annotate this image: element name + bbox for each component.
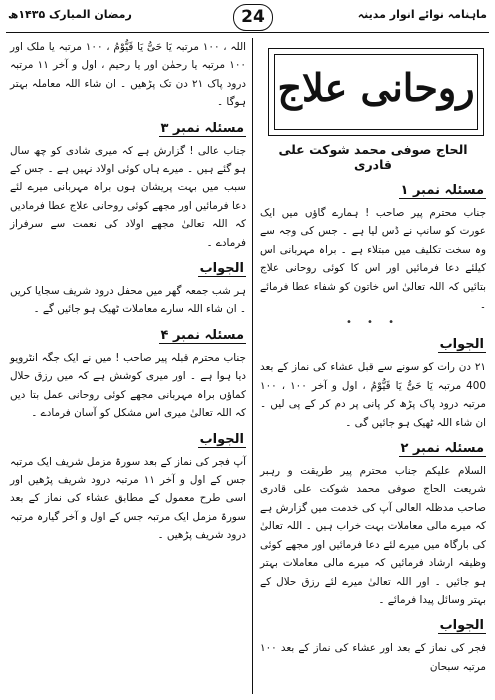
question-heading-1: مسئلہ نمبر ۱ <box>400 183 484 198</box>
question-text-4: جناب محترم قبلہ پیر صاحب ! میں نے ایک جگہ انٹرویو دیا ہوا ہے ۔ اور میری کوشش ہے کہ میں رزق حلال کماؤں براہ مہربانی مجھے کوئی روحانی عمل بتا دیں کہ اللہ تعالیٰ میری اس مشکل کو آسان فرمادے ۔ <box>10 351 246 420</box>
answer-heading-3: الجواب <box>199 261 244 277</box>
question-text-3: جناب عالی ! گزارش ہے کہ میری شادی کو چھ سال ہو گئے ہیں ۔ میرے ہاں کوئی اولاد نہیں ہے ۔ جس کے سبب میں بہت پریشان ہوں براہ مہربانی میرے لئے دعا فرمائیں اور مجھے کوئی روحانی علاج عطا فرمادیں کہ اللہ تعالیٰ مجھے اولاد کی نعمت سے سرفراز فرمادے ۔ <box>10 144 246 249</box>
magazine-name: ماہنامہ نوائے انوار مدینہ <box>357 8 487 21</box>
answer-heading-4: الجواب <box>199 431 244 447</box>
answer-heading-2: الجواب <box>439 618 484 634</box>
question-text-1: جناب محترم پیر صاحب ! ہمارے گاؤں میں ایک عورت کو سانپ نے ڈس لیا ہے ۔ جس کی وجہ سے وہ سخت تکلیف میں مبتلاء ہے ۔ براہ مہربانی اس کیلئے دعا فرمائیں اور اس کا کوئی روحانی علاج بتائیں کہ اللہ تعالیٰ اس خاتون کو شفاء عطا فرمائے ۔ <box>260 207 486 312</box>
question-heading-2: مسئلہ نمبر ۲ <box>400 441 484 457</box>
question-heading-4: مسئلہ نمبر ۴ <box>160 327 244 343</box>
page-number: 24 <box>233 4 273 31</box>
left-column <box>10 38 246 549</box>
separator-dots: • • • <box>345 317 401 329</box>
answer-text-2: فجر کی نماز کے بعد اور عشاء کی نماز کے بعد ۱۰۰ مرتبہ سبحان <box>260 642 486 673</box>
page <box>6 4 489 696</box>
page-header <box>6 4 489 34</box>
column-divider <box>252 38 253 694</box>
right-column <box>260 174 486 680</box>
answer-text-3: ہر شب جمعہ گھر میں محفل درود شریف سجایا کریں ۔ ان شاء اللہ سارے معاملات ٹھیک ہو جائیں گے ۔ <box>10 285 246 316</box>
title-box <box>268 48 484 136</box>
header-rule <box>6 32 489 33</box>
question-heading-3: مسئلہ نمبر ۳ <box>160 120 244 136</box>
continued-text: اللہ ، ۱۰۰ مرتبہ یَا حَیُّ یَا قَیُّوْمُ ، ۱۰۰ مرتبہ یا ملک اور ۱۰۰ مرتبہ یا رحمٰن اور یا رحیم ، اول و آخر ۱۱ مرتبہ درود پاک ۲۱ دن تک پڑھیں ۔ ان شاء اللہ معاملہ بہتر ہوگا ۔ <box>10 41 246 109</box>
article-title: روحانی علاج <box>277 65 475 110</box>
article-author: الحاج صوفی محمد شوکت علی قادری <box>278 142 468 172</box>
issue-date: رمضان المبارک ۱۴۳۵ھ <box>8 8 132 21</box>
answer-text-1: ۲۱ دن رات کو سونے سے قبل عشاء کی نماز کے بعد 400 مرتبہ یَا حَیُّ یَا قَیُّوْمُ ، اول و آخر ۱۰۰ ، ۱۰۰ مرتبہ درود پاک پڑھ کر پانی پر دم کر کے پی لیں ۔ ان شاء اللہ ٹھیک ہو جائیں گی ۔ <box>260 361 486 429</box>
answer-heading-1: الجواب <box>439 337 484 353</box>
question-text-2: السلام علیکم جناب محترم پیر طریقت و رہبر شریعت الحاج صوفی محمد شوکت علی قادری صاحب مدظلہ العالی آپ کی خدمت میں گزارش ہے کہ میرے مالی معاملات بہت خراب ہیں ۔ اللہ تعالیٰ کی بارگاہ میں میرے لئے دعا فرمائیں اور مجھے کوئی وظیفہ ارشاد فرمائیں کہ میرے مالی معاملات بہتر ہو جائیں ۔ اور اللہ تعالیٰ میرے لئے رزق حلال کے بہتر وسائل پیدا فرمائے ۔ <box>260 465 486 606</box>
answer-text-4: آپ فجر کی نماز کے بعد سورۃ مزمل شریف ایک مرتبہ جس کے اول و آخر ۱۱ مرتبہ درود شریف پڑھیں اور اسی طرح معمول کے مطابق عشاء کی نماز کے بعد سورۃ مزمل ایک مرتبہ جس کے اول و آخر گیارہ مرتبہ درود شریف پڑھیں ۔ <box>10 455 246 542</box>
